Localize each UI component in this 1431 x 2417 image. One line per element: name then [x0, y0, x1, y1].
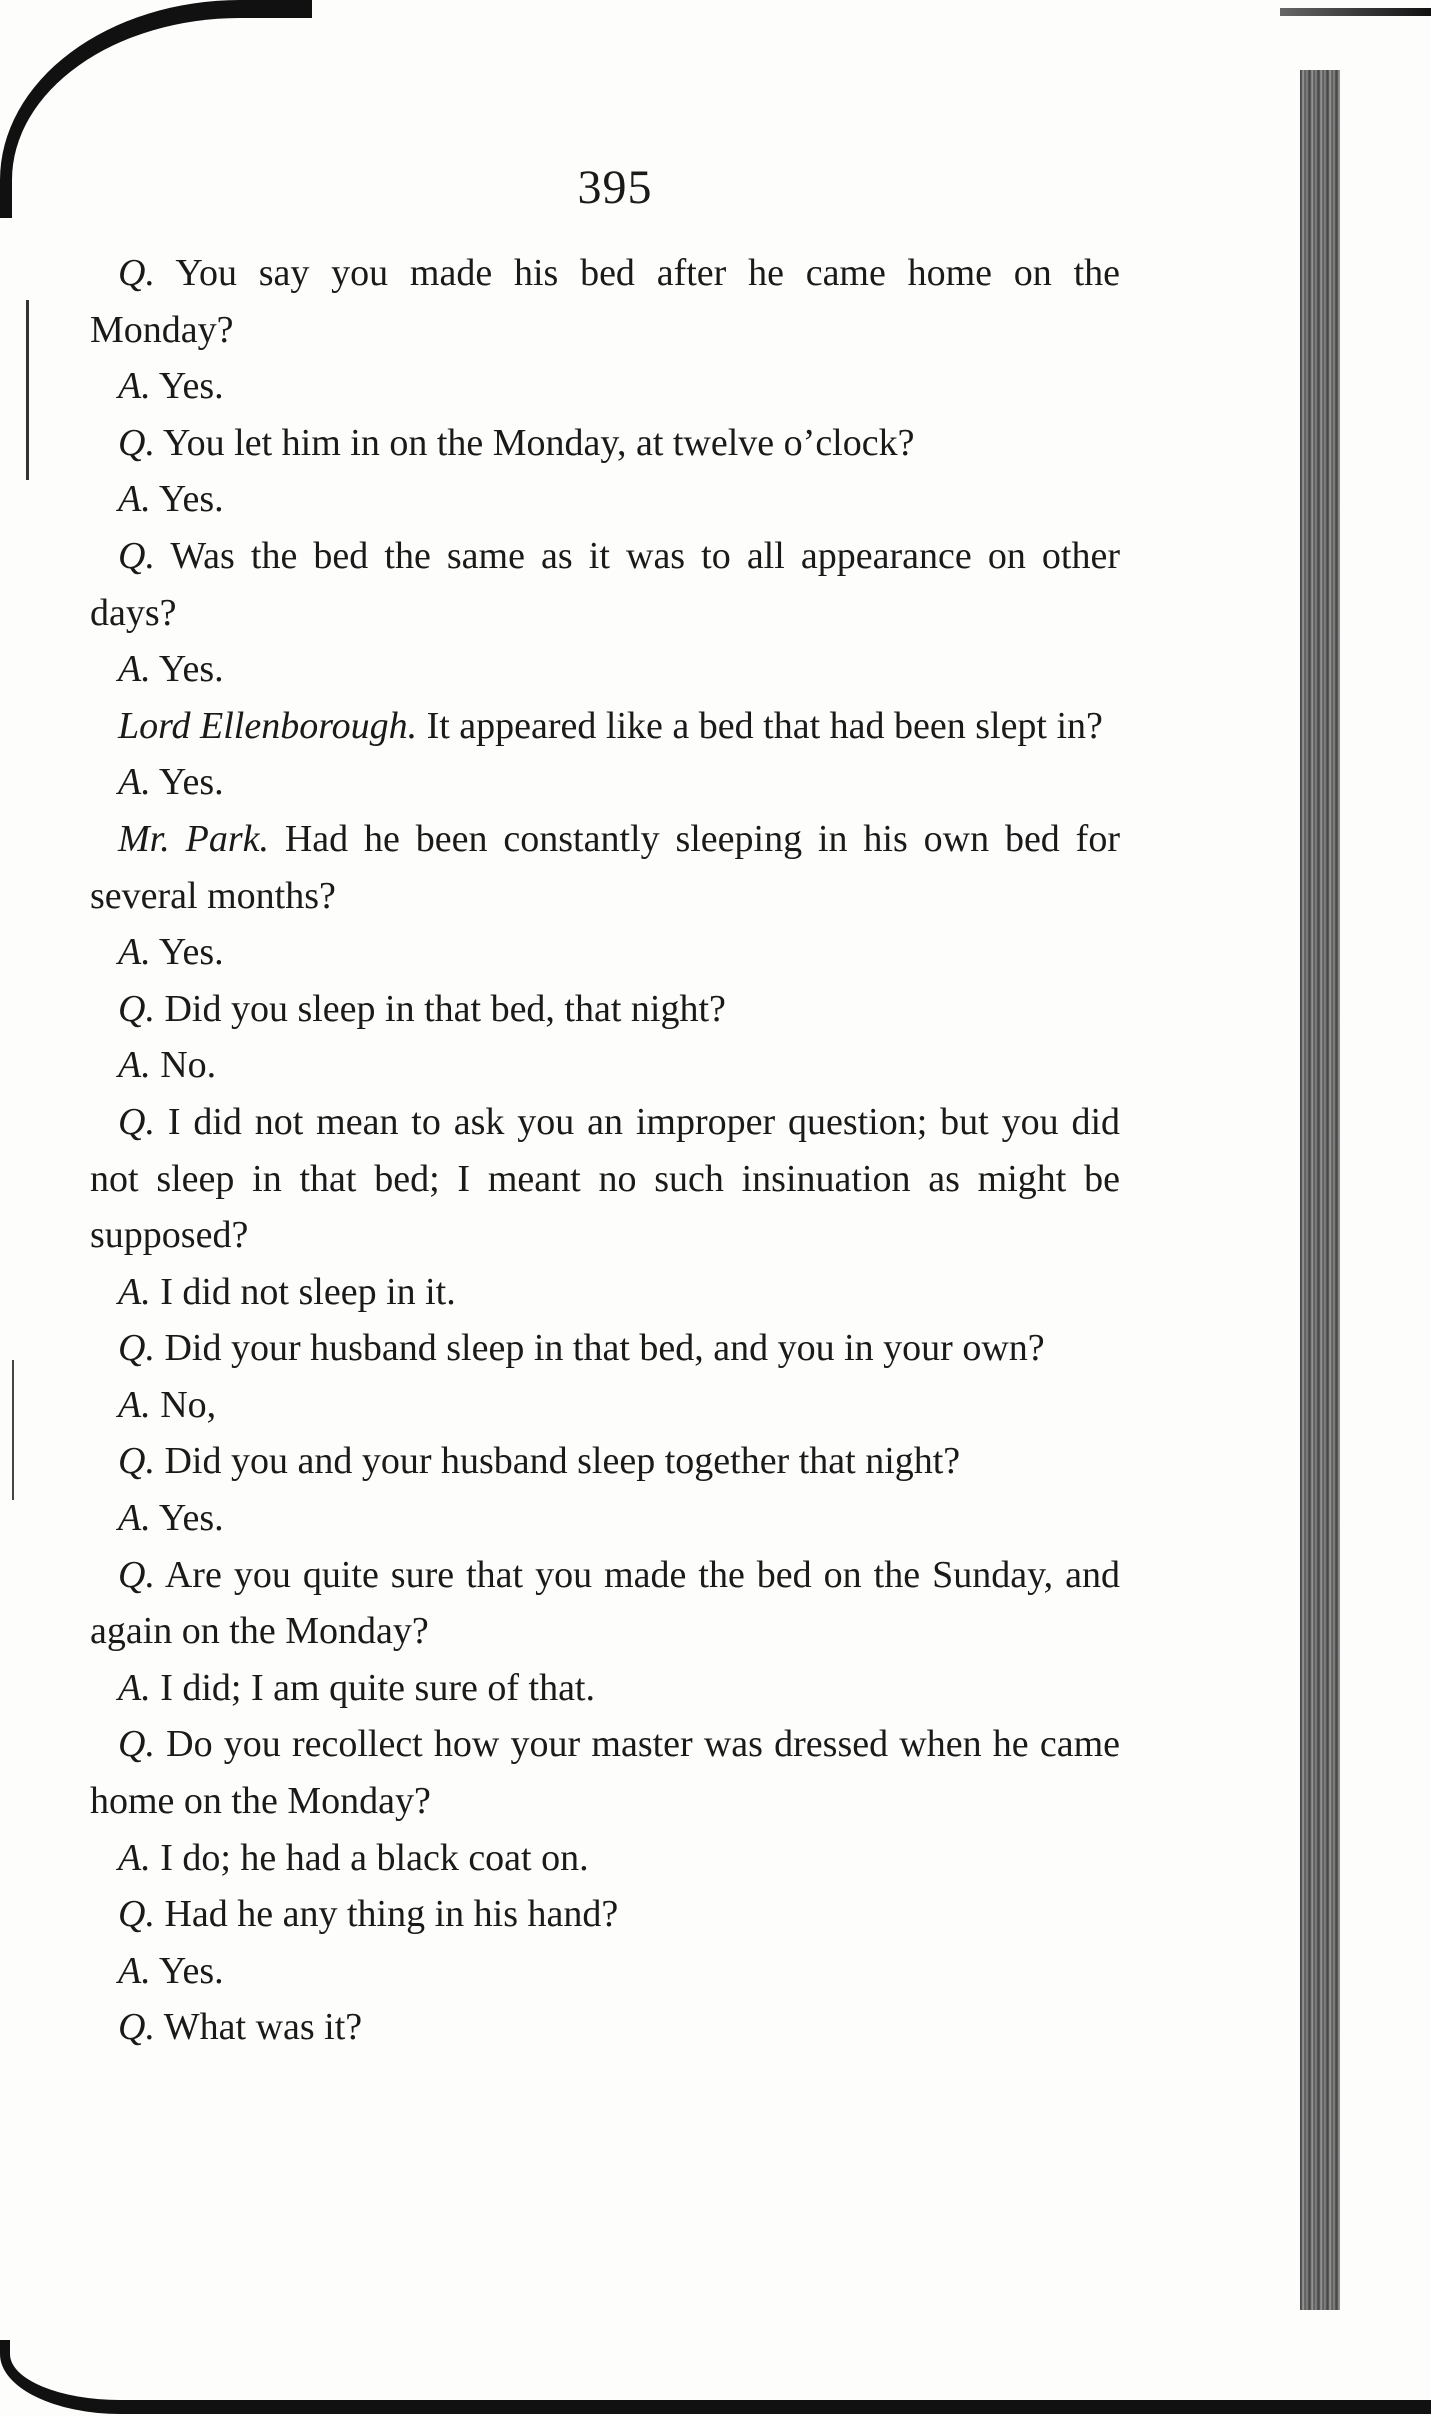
speaker-label: Lord Ellenborough.	[118, 704, 418, 747]
dialogue-line	[90, 1264, 1120, 1321]
dialogue-line	[90, 641, 1120, 698]
speaker-label: Q.	[118, 1100, 155, 1143]
dialogue-line	[90, 1094, 1120, 1264]
speech-text: I did not sleep in it.	[160, 1270, 456, 1313]
dialogue-line	[90, 1999, 1120, 2056]
speaker-label: A.	[118, 365, 151, 408]
dialogue-line	[90, 698, 1120, 755]
speech-text: I did; I am quite sure of that.	[160, 1666, 595, 1709]
speech-text: Yes.	[158, 478, 224, 521]
speech-text: Do you recollect how your master was dressed when he came home on the Monday?	[90, 1723, 1120, 1823]
speaker-label: Q.	[118, 252, 155, 294]
dialogue-line	[90, 358, 1120, 415]
dialogue-line	[90, 754, 1120, 811]
speech-text: Had he any thing in his hand?	[164, 1893, 619, 1936]
speech-text: Yes.	[158, 1949, 224, 1992]
speaker-label: Q.	[118, 2006, 155, 2049]
speaker-label: A.	[118, 931, 151, 974]
speaker-label: A.	[118, 478, 151, 521]
dialogue-line	[90, 981, 1120, 1038]
speaker-label: A.	[118, 1949, 151, 1992]
speaker-label: Q.	[118, 1723, 155, 1766]
book-spine-shadow	[1300, 70, 1340, 2310]
speech-text: No.	[160, 1044, 217, 1087]
speaker-label: A.	[118, 1044, 151, 1087]
dialogue-line	[90, 245, 1120, 358]
speaker-label: Q.	[118, 1440, 155, 1483]
speech-text: Had he been constantly sleeping in his own bed for several months?	[90, 817, 1120, 917]
speech-text: Yes.	[158, 931, 224, 974]
speaker-label: A.	[118, 761, 151, 804]
dialogue-line	[90, 1886, 1120, 1943]
scan-edge-bottom	[0, 2340, 1431, 2417]
speaker-label: Q.	[118, 1893, 155, 1936]
speech-text: Did you and your husband sleep together that night?	[164, 1440, 961, 1483]
speech-text: Yes.	[158, 1497, 224, 1540]
speech-text: You say you made his bed after he came home on the Monday?	[90, 252, 1120, 351]
speaker-label: Q.	[118, 1553, 155, 1596]
speech-text: Are you quite sure that you made the bed on the Sunday, and again on the Monday?	[90, 1553, 1120, 1653]
scan-margin-mark	[12, 1360, 14, 1500]
speaker-label: A.	[118, 1836, 151, 1879]
dialogue-line	[90, 1943, 1120, 2000]
dialogue-line	[90, 1830, 1120, 1887]
speech-text: Did you sleep in that bed, that night?	[164, 987, 726, 1030]
dialogue-line	[90, 1433, 1120, 1490]
dialogue-line	[90, 1490, 1120, 1547]
speech-text: Yes.	[158, 648, 224, 691]
speech-text: You let him in on the Monday, at twelve o’clock?	[163, 421, 915, 464]
speech-text: What was it?	[163, 2006, 363, 2049]
transcript-text	[90, 245, 1120, 2056]
speaker-label: A.	[118, 1497, 151, 1540]
speaker-label: Q.	[118, 534, 155, 577]
dialogue-line	[90, 1377, 1120, 1434]
scan-margin-mark	[26, 300, 29, 480]
dialogue-line	[90, 471, 1120, 528]
speech-text: I do; he had a black coat on.	[160, 1836, 589, 1879]
speech-text: Yes.	[158, 365, 224, 408]
speaker-label: Mr. Park.	[118, 817, 269, 860]
speaker-label: A.	[118, 1270, 151, 1313]
dialogue-line	[90, 1037, 1120, 1094]
dialogue-line	[90, 528, 1120, 641]
page-number: 395	[577, 161, 653, 214]
speaker-label: A.	[118, 648, 151, 691]
speech-text: Did your husband sleep in that bed, and you in your own?	[164, 1327, 1045, 1370]
speech-text: Yes.	[158, 761, 224, 804]
speaker-label: A.	[118, 1383, 151, 1426]
speaker-label: Q.	[118, 1327, 155, 1370]
dialogue-line	[90, 924, 1120, 981]
speaker-label: A.	[118, 1666, 151, 1709]
dialogue-line	[90, 1716, 1120, 1829]
dialogue-line	[90, 415, 1120, 472]
dialogue-line	[90, 1320, 1120, 1377]
dialogue-line	[90, 1547, 1120, 1660]
speech-text: Was the bed the same as it was to all appearance on other days?	[90, 534, 1120, 634]
scan-edge-top-right	[1280, 8, 1431, 16]
dialogue-line	[90, 811, 1120, 924]
speech-text: I did not mean to ask you an improper question; but you did not sleep in that bed; I meant no such insinuation as might be supposed?	[90, 1100, 1120, 1257]
scan-edge-curve	[0, 2340, 1431, 2414]
speech-text: No,	[160, 1383, 217, 1426]
speech-text: It appeared like a bed that had been slept in?	[426, 704, 1103, 747]
speaker-label: Q.	[118, 987, 155, 1030]
speaker-label: Q.	[118, 421, 155, 464]
dialogue-line	[90, 1660, 1120, 1717]
